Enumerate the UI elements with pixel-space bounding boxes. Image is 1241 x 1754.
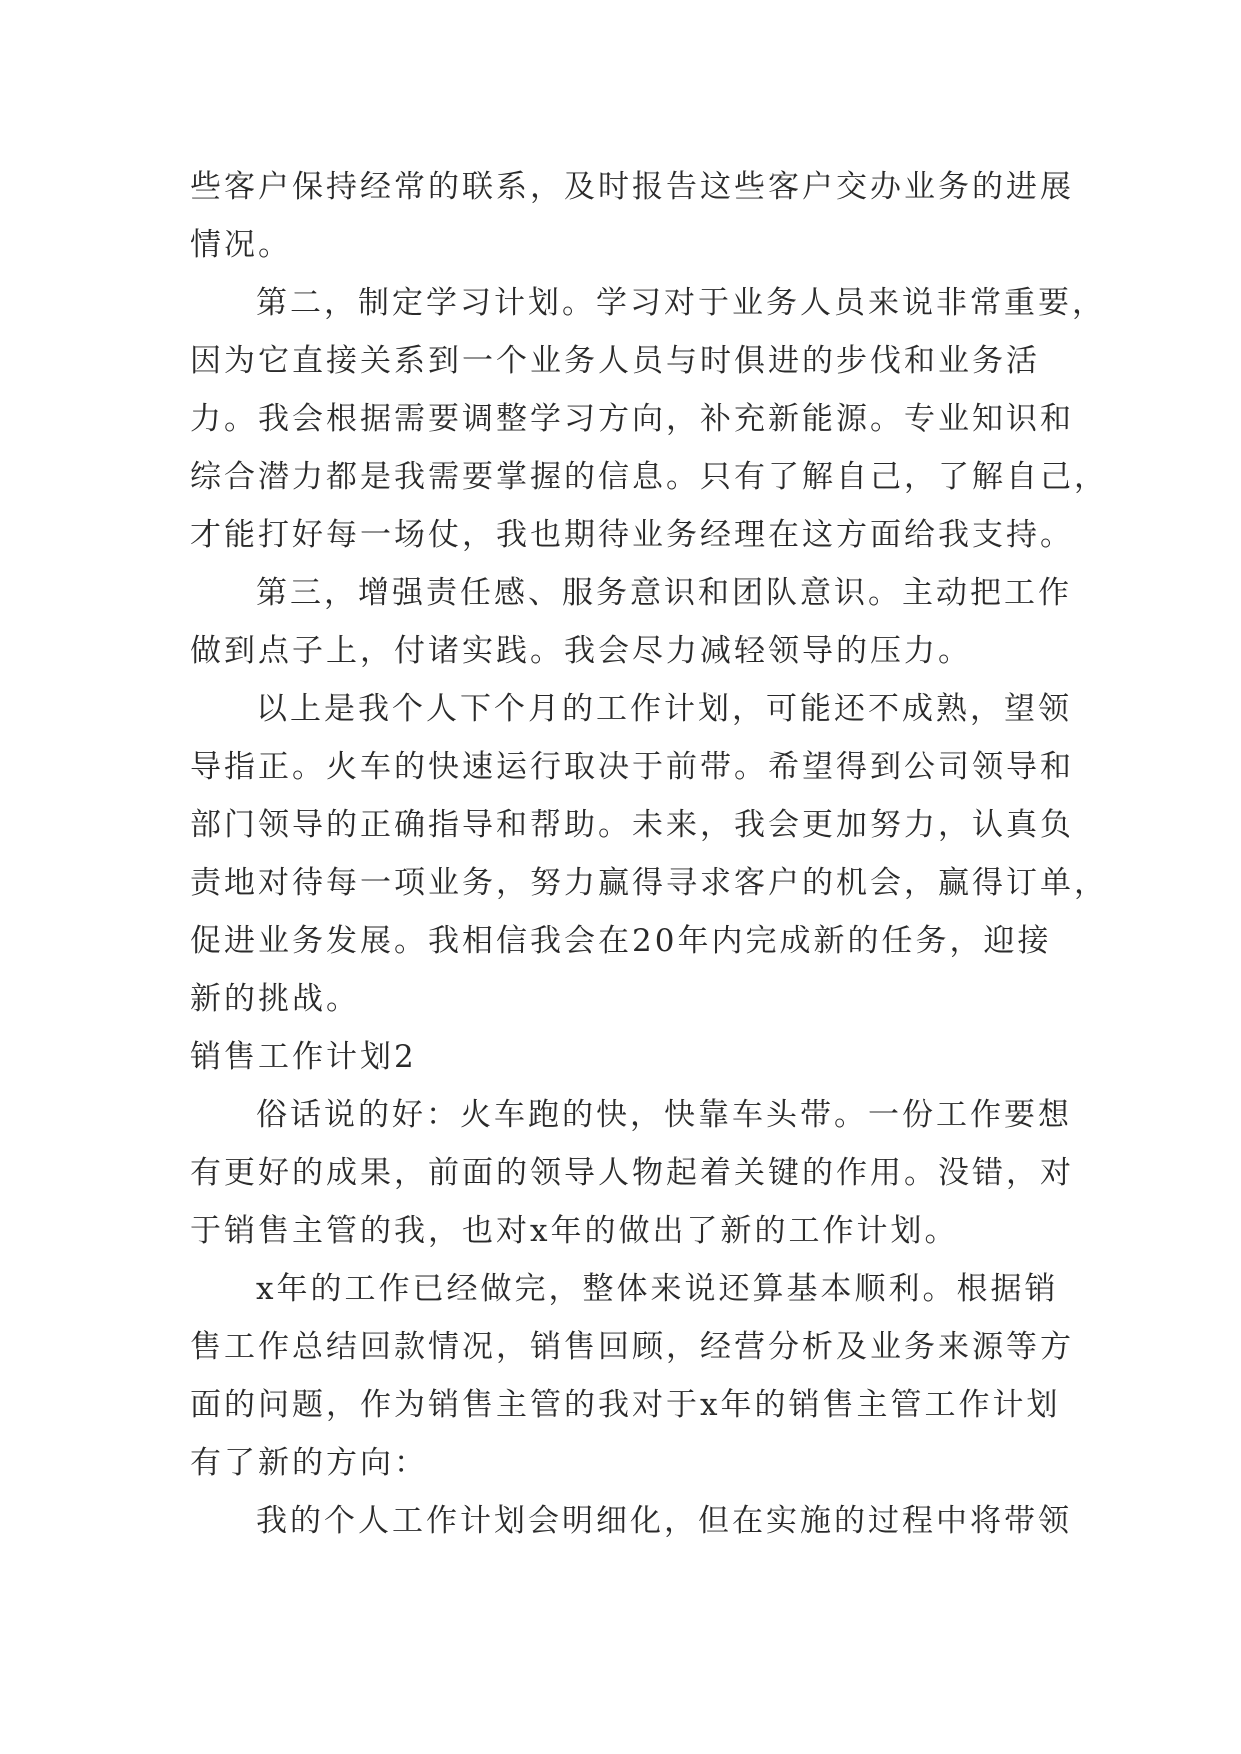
text-line: 面的问题，作为销售主管的我对于x年的销售主管工作计划 — [190, 1387, 1061, 1423]
text-line: 做到点子上，付诸实践。我会尽力减轻领导的压力。 — [190, 633, 972, 669]
text-line: 责地对待每一项业务，努力赢得寻求客户的机会，赢得订单， — [190, 865, 1108, 901]
text-line: 新的挑战。 — [190, 981, 360, 1017]
text-line: 售工作总结回款情况，销售回顾，经营分析及业务来源等方 — [190, 1329, 1074, 1365]
text-line: 于销售主管的我，也对x年的做出了新的工作计划。 — [190, 1213, 959, 1249]
text-line: 第三，增强责任感、服务意识和团队意识。主动把工作 — [256, 575, 1072, 611]
text-line: 第二，制定学习计划。学习对于业务人员来说非常重要， — [256, 285, 1106, 321]
document-body — [190, 158, 1108, 1550]
text-line: 情况。 — [190, 227, 292, 263]
text-line: 俗话说的好：火车跑的快，快靠车头带。一份工作要想 — [256, 1097, 1072, 1133]
text-line: 有了新的方向： — [190, 1445, 428, 1481]
text-line: 力。我会根据需要调整学习方向，补充新能源。专业知识和 — [190, 401, 1074, 437]
text-line: 部门领导的正确指导和帮助。未来，我会更加努力，认真负 — [190, 807, 1074, 843]
text-line: 我的个人工作计划会明细化，但在实施的过程中将带领 — [256, 1503, 1072, 1539]
text-line: x年的工作已经做完，整体来说还算基本顺利。根据销 — [256, 1271, 1059, 1307]
text-line: 以上是我个人下个月的工作计划，可能还不成熟，望领 — [256, 691, 1072, 727]
section-heading: 销售工作计划2 — [190, 1039, 417, 1075]
text-line: 综合潜力都是我需要掌握的信息。只有了解自己，了解自己， — [190, 459, 1108, 495]
text-line: 有更好的成果，前面的领导人物起着关键的作用。没错，对 — [190, 1155, 1074, 1191]
text-line: 促进业务发展。我相信我会在20年内完成新的任务，迎接 — [190, 923, 1052, 959]
text-line: 才能打好每一场仗，我也期待业务经理在这方面给我支持。 — [190, 517, 1074, 553]
text-line: 导指正。火车的快速运行取决于前带。希望得到公司领导和 — [190, 749, 1074, 785]
text-line: 些客户保持经常的联系，及时报告这些客户交办业务的进展 — [190, 169, 1074, 205]
text-line: 因为它直接关系到一个业务人员与时俱进的步伐和业务活 — [190, 343, 1040, 379]
